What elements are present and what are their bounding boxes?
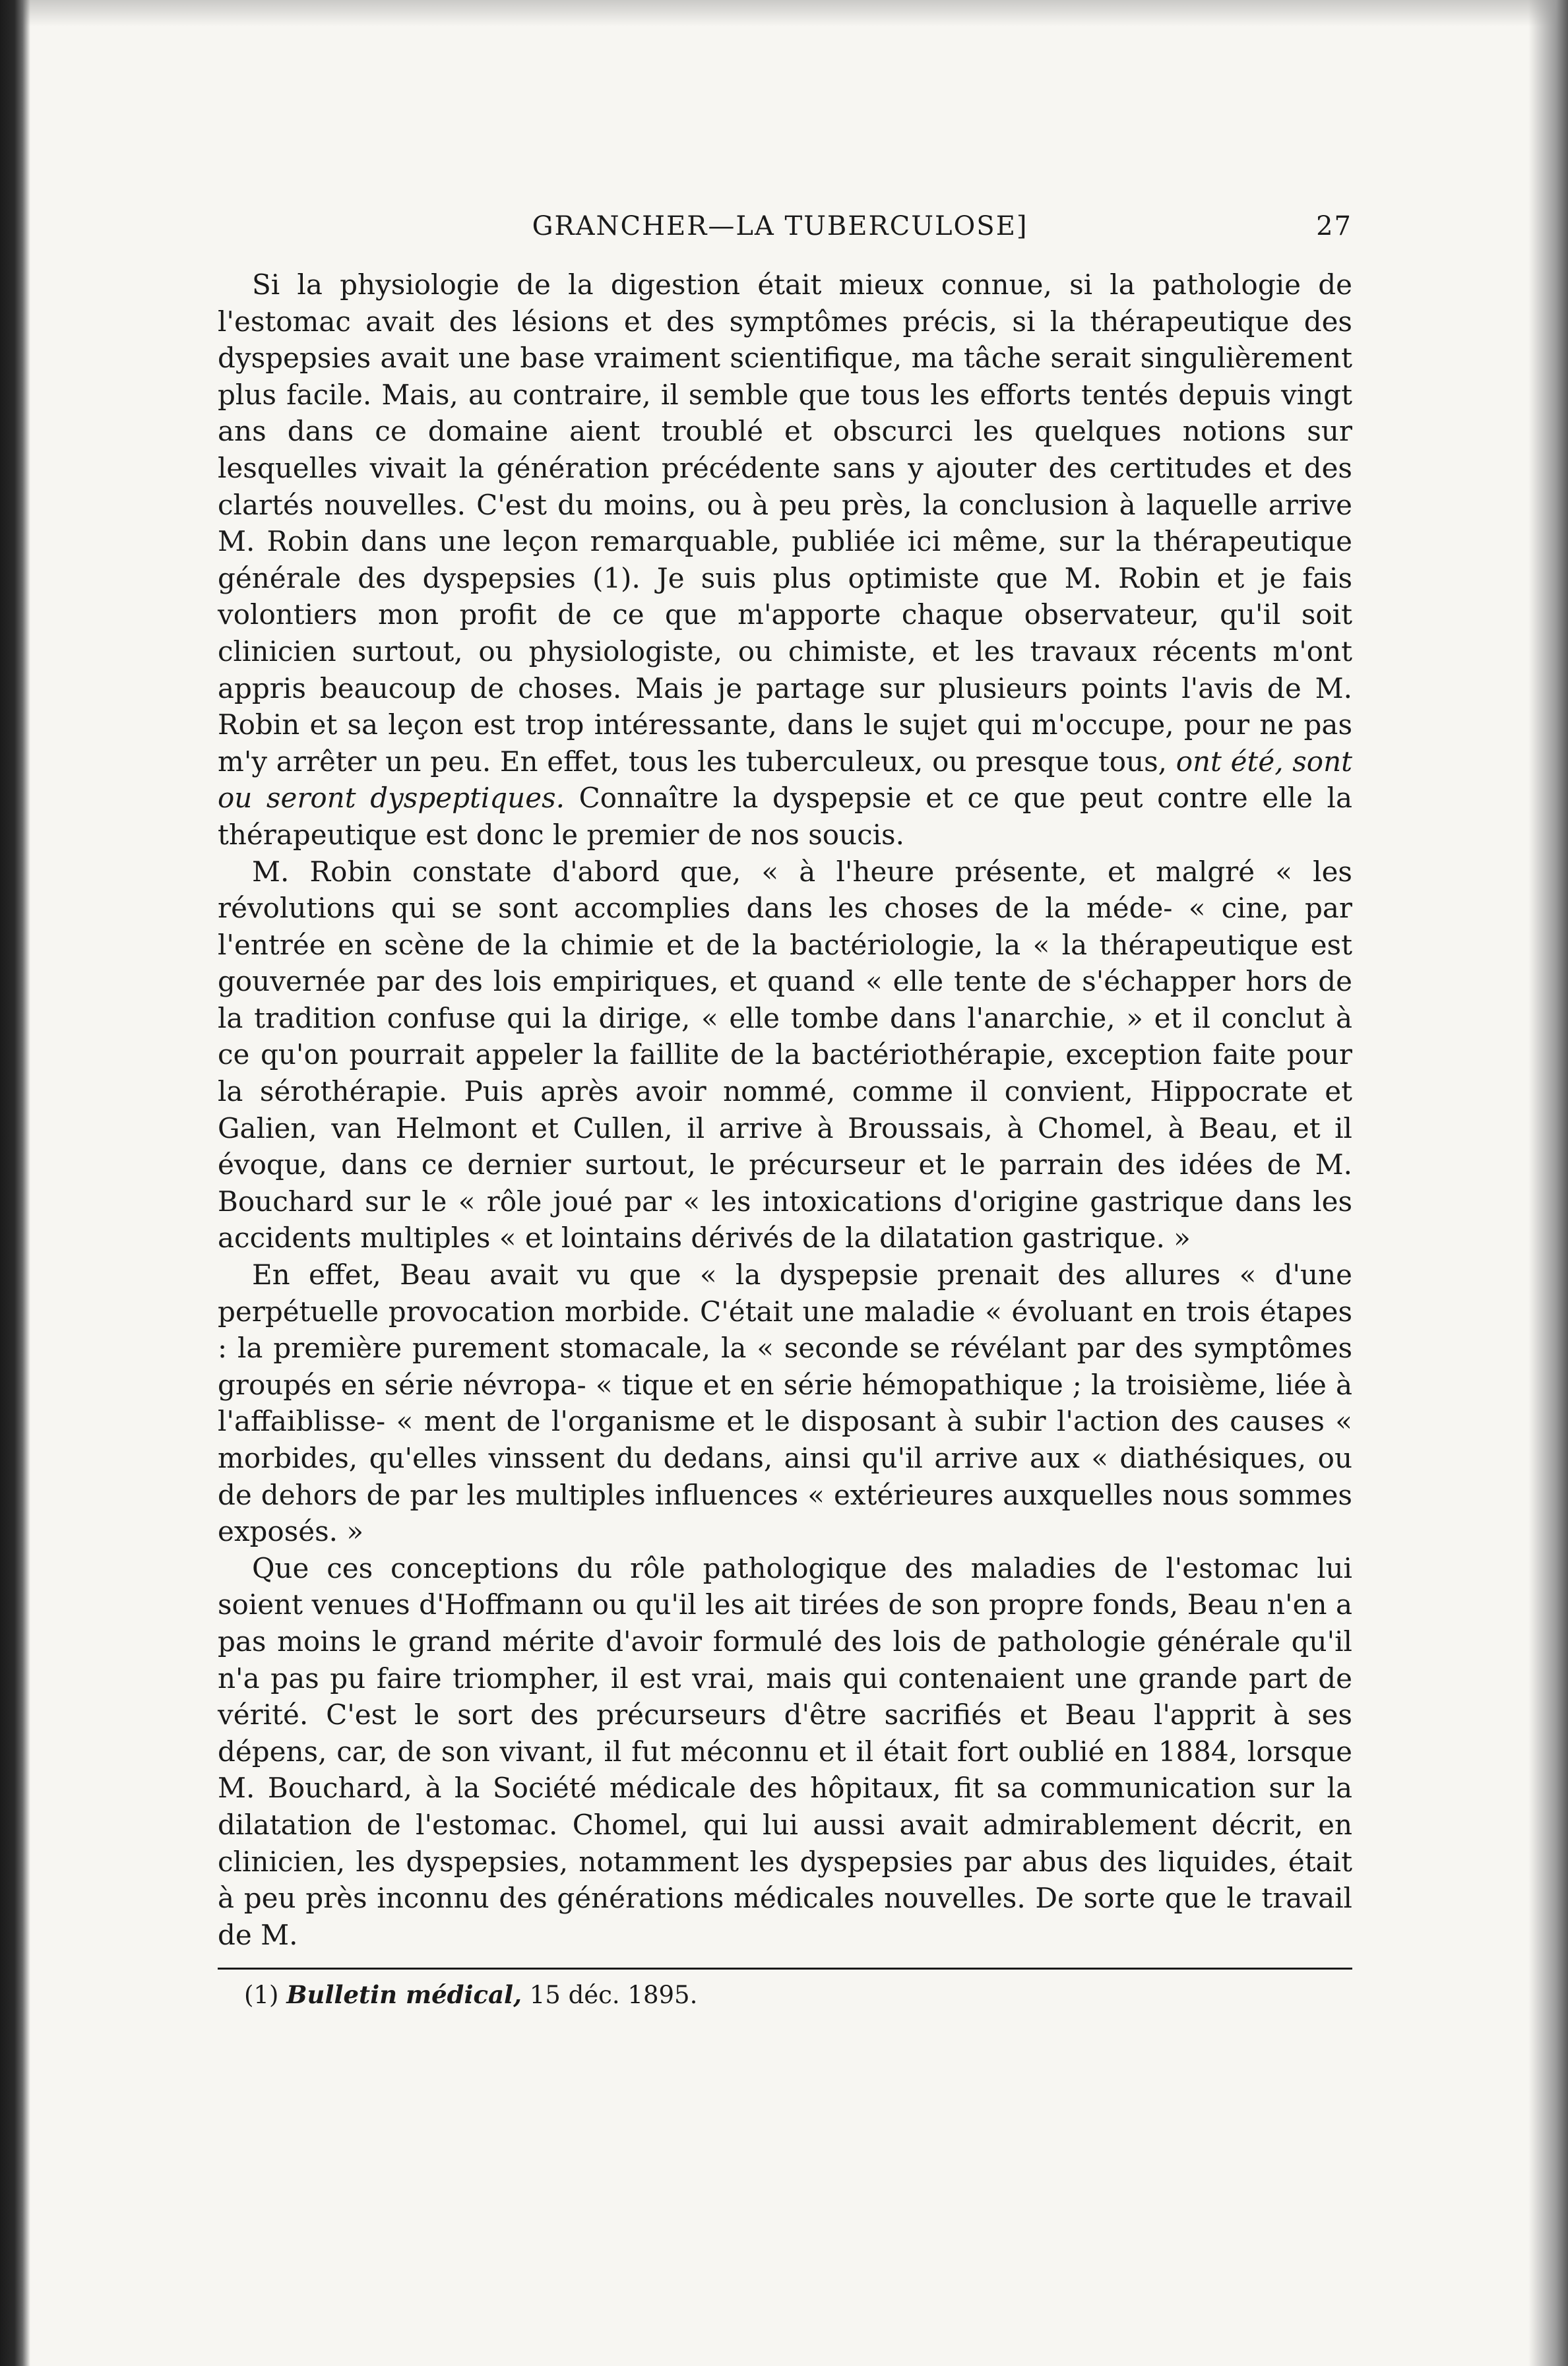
running-header <box>218 211 1352 241</box>
page-number: 27 <box>1316 211 1352 241</box>
footnote-date: 15 déc. 1895. <box>522 1981 698 2010</box>
scan-right-edge <box>1528 0 1568 2366</box>
footnote <box>218 1980 1352 2009</box>
footnote-source: Bulletin médical, <box>286 1980 522 2010</box>
book-page <box>218 211 1352 2009</box>
main-text <box>218 266 1352 1953</box>
paragraph-1 <box>218 266 1352 854</box>
italic-phrase: ont été, sont ou seront dyspeptiques. <box>218 745 1352 815</box>
footnote-divider <box>218 1968 1352 1970</box>
paragraph-3: En effet, Beau avait vu que « la dyspepsie prenait des allures « d'une perpétuelle provocation morbide. C'était une maladie « évoluant en trois étapes : la première purement stomacale, la « seconde se révélant par des symptômes groupés en série névropa- « tique et en série hémopathique ; la troisième, liée à l'affaiblisse- « ment de l'organisme et le disposant à subir l'action des causes « morbides, qu'elles vinssent du dedans, ainsi qu'il arrive aux « diathésiques, ou de dehors de par les multiples influences « extérieures auxquelles nous sommes exposés. » <box>218 1259 1352 1548</box>
paragraph-1-text: Si la physiologie de la digestion était mieux connue, si la pathologie de l'estomac avait des lésions et des symptômes précis, si la thérapeutique des dyspepsies avait une base vraiment scientifique, ma tâche serait singulièrement plus facile. Mais, au contraire, il semble que tous les efforts tentés depuis vingt ans dans ce domaine aient troublé et obscurci les quelques notions sur lesquelles vivait la génération précédente sans y ajouter des certitudes et des clartés nouvelles. C'est du moins, ou à peu près, la conclusion à laquelle arrive M. Robin dans une leçon remarquable, publiée ici même, sur la thérapeutique générale des dyspepsies (1). Je suis plus optimiste que M. Robin et je fais volontiers mon profit de ce que m'apporte chaque observateur, qu'il soit clinicien surtout, ou physiologiste, ou chimiste, et les travaux récents m'ont appris beaucoup de choses. Mais je partage sur plusieurs points l'avis de M. Robin et sa leçon est trop intéressante, dans le sujet qui m'occupe, pour ne pas m'y arrêter un peu. En effet, tous les tuberculeux, ou presque tous, <box>218 268 1352 778</box>
scan-left-edge <box>0 0 30 2366</box>
paragraph-1-end: Connaître la dyspepsie et ce que peut contre elle la thérapeutique est donc le premier de nos soucis. <box>218 782 1352 851</box>
paragraph-2: M. Robin constate d'abord que, « à l'heure présente, et malgré « les révolutions qui se sont accomplies dans les choses de la méde- « cine, par l'entrée en scène de la chimie et de la bactériologie, la « la thérapeutique est gouvernée par des lois empiriques, et quand « elle tente de s'échapper hors de la tradition confuse qui la dirige, « elle tombe dans l'anarchie, » et il conclut à ce qu'on pourrait appeler la faillite de la bactériothérapie, exception faite pour la sérothérapie. Puis après avoir nommé, comme il convient, Hippocrate et Galien, van Helmont et Cullen, il arrive à Broussais, à Chomel, à Beau, et il évoque, dans ce dernier surtout, le précurseur et le parrain des idées de M. Bouchard sur le « rôle joué par « les intoxications d'origine gastrique dans les accidents multiples « et lointains dérivés de la dilatation gastrique. » <box>218 855 1352 1255</box>
scan-top-shadow <box>0 0 1568 26</box>
paragraph-4: Que ces conceptions du rôle pathologique des maladies de l'estomac lui soient venues d'Hoffmann ou qu'il les ait tirées de son propre fonds, Beau n'en a pas moins le grand mérite d'avoir formulé des lois de pathologie générale qu'il n'a pas pu faire triompher, il est vrai, mais qui contenaient une grande part de vérité. C'est le sort des précurseurs d'être sacrifiés et Beau l'apprit à ses dépens, car, de son vivant, il fut méconnu et il était fort oublié en 1884, lorsque M. Bouchard, à la Société médicale des hôpitaux, fit sa communication sur la dilatation de l'estomac. Chomel, qui lui aussi avait admirablement décrit, en clinicien, les dyspepsies, notamment les dyspepsies par abus des liquides, était à peu près inconnu des générations médicales nouvelles. De sorte que le travail de M. <box>218 1551 1352 1951</box>
running-title: GRANCHER—LA TUBERCULOSE] <box>532 211 1028 241</box>
footnote-marker: (1) <box>244 1981 279 2010</box>
